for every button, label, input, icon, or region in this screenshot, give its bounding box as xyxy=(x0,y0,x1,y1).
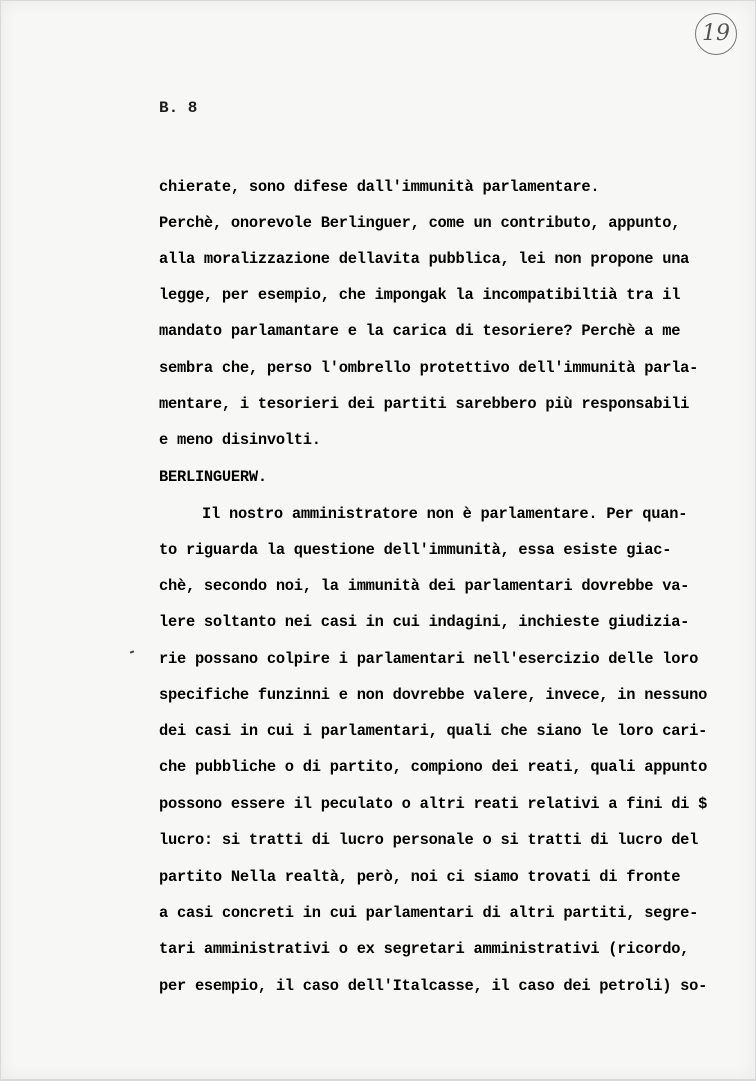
text-line-5: mandato parlamantare e la carica di tesoriere? Perchè a me xyxy=(159,322,681,340)
text-line-6: sembra che, perso l'ombrello protettivo dell'immunità parla- xyxy=(159,359,699,377)
text-line-23: per esempio, il caso dell'Italcasse, il caso dei petroli) so- xyxy=(159,977,708,995)
text-line-3: alla moralizzazione dellavita pubblica, lei non propone una xyxy=(159,250,690,268)
ink-mark xyxy=(130,650,134,653)
text-line-13: lere soltanto nei casi in cui indagini, inchieste giudizia- xyxy=(159,613,690,631)
text-line-4: legge, per esempio, che impongak la incompatibiltià tra il xyxy=(159,286,681,304)
text-line-21: a casi concreti in cui parlamentari di altri partiti, segre- xyxy=(159,904,699,922)
text-line-15: specifiche funzinni e non dovrebbe valere, invece, in nessuno xyxy=(159,686,708,704)
text-line-12: chè, secondo noi, la immunità dei parlamentari dovrebbe va- xyxy=(159,577,690,595)
text-line-17: che pubbliche o di partito, compiono dei reati, quali appunto xyxy=(159,758,708,776)
text-line-11: to riguarda la questione dell'immunità, essa esiste giac- xyxy=(159,541,672,559)
text-line-14: rie possano colpire i parlamentari nell'esercizio delle loro xyxy=(159,650,699,668)
circled-page-number: 19 xyxy=(695,13,737,55)
text-line-2: Perchè, onorevole Berlinguer, come un contributo, appunto, xyxy=(159,214,681,232)
text-line-10: Il nostro amministratore non è parlamentare. Per quan- xyxy=(202,505,688,523)
text-line-19: lucro: si tratti di lucro personale o si tratti di lucro del xyxy=(159,831,699,849)
text-line-18: possono essere il peculato o altri reati relativi a fini di $ xyxy=(159,795,708,813)
text-line-20: partito Nella realtà, però, noi ci siamo trovati di fronte xyxy=(159,868,681,886)
text-line-16: dei casi in cui i parlamentari, quali che siano le loro cari- xyxy=(159,722,708,740)
text-line-8: e meno disinvolti. xyxy=(159,431,321,449)
text-line-7: mentare, i tesorieri dei partiti sarebbero più responsabili xyxy=(159,395,690,413)
typewritten-page xyxy=(1,1,755,1079)
speaker-name: BERLINGUERW. xyxy=(159,468,267,486)
section-label: B. 8 xyxy=(159,99,198,117)
text-line-22: tari amministrativi o ex segretari amministrativi (ricordo, xyxy=(159,940,690,958)
text-line-1: chierate, sono difese dall'immunità parlamentare. xyxy=(159,178,600,196)
